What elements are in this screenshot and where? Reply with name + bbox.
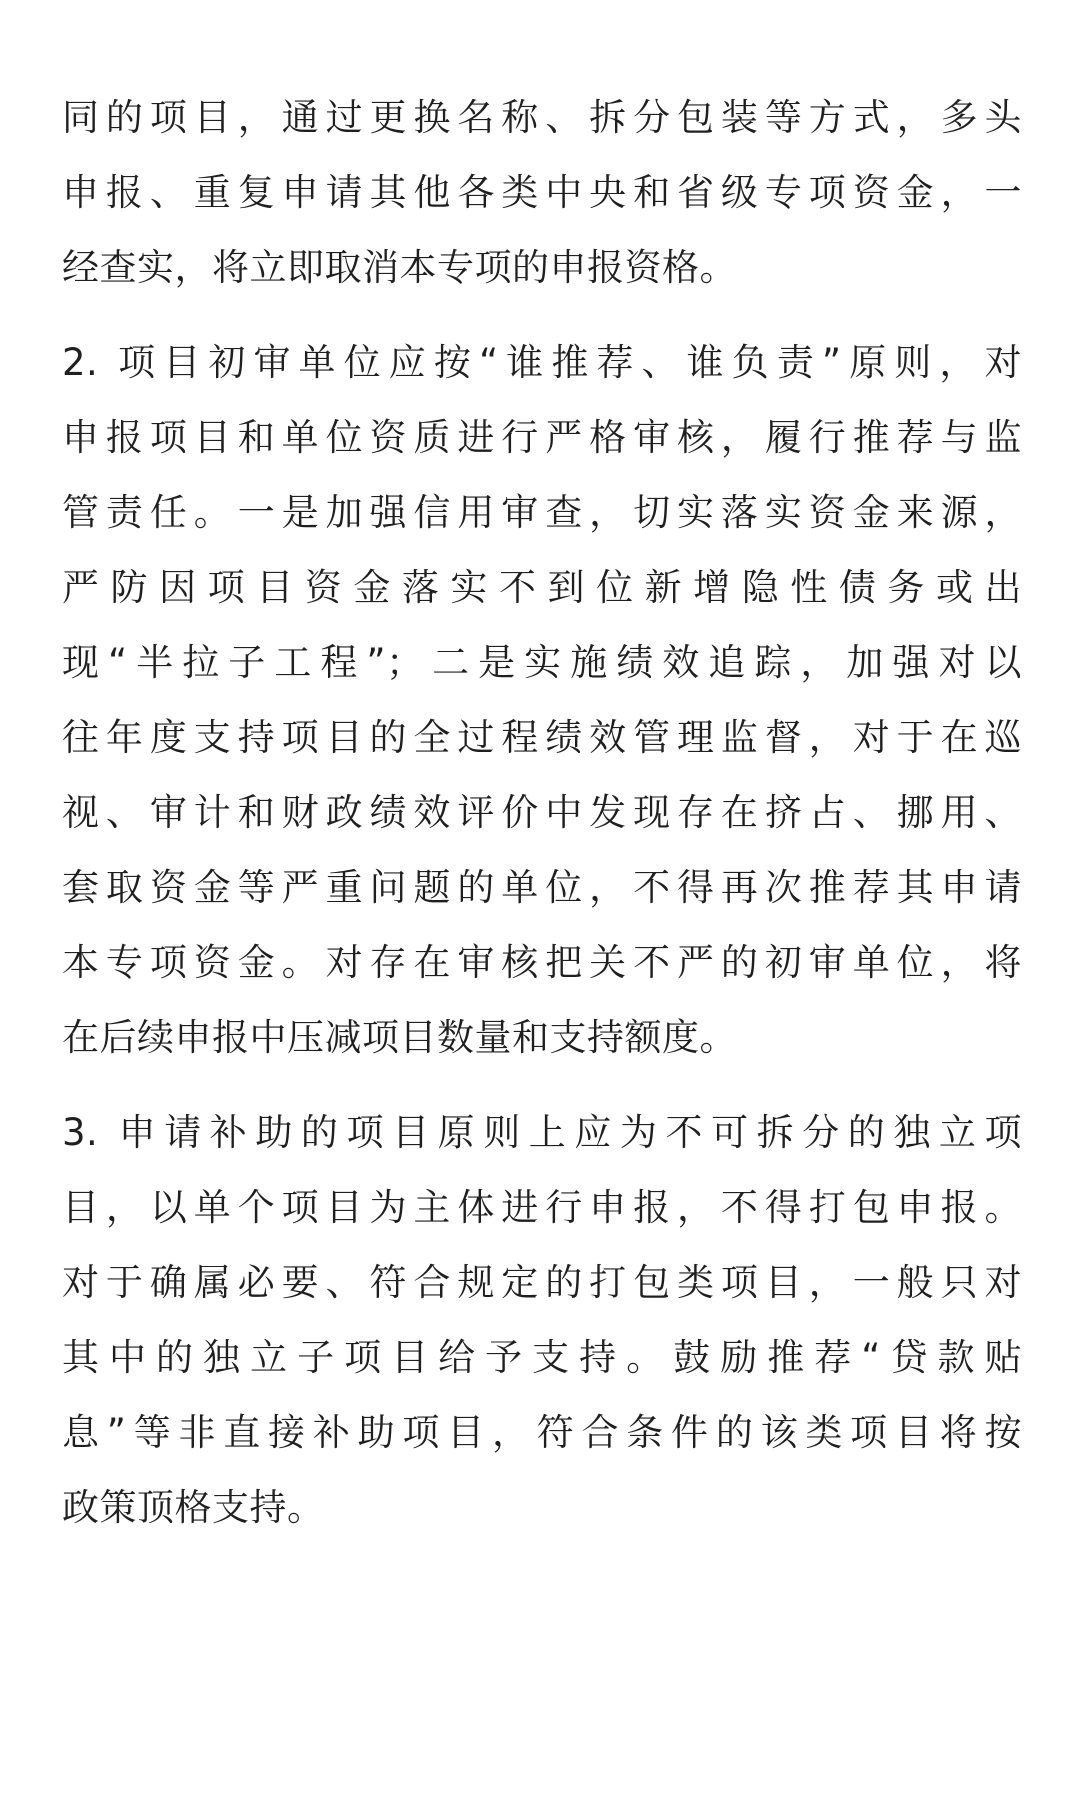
text-line: 管责任。一是加强信用审查，切实落实资金来源， bbox=[62, 491, 1022, 534]
paragraph-2 bbox=[62, 325, 1022, 1075]
paragraph-3 bbox=[62, 1095, 1022, 1545]
text-line: 政策顶格支持。 bbox=[62, 1486, 325, 1529]
text-line: 3. 申请补助的项目原则上应为不可拆分的独立项 bbox=[62, 1111, 1022, 1154]
text-line: 对于确属必要、符合规定的打包类项目，一般只对 bbox=[62, 1261, 1022, 1304]
text-line: 套取资金等严重问题的单位，不得再次推荐其申请 bbox=[62, 866, 1022, 909]
text-line: 经查实，将立即取消本专项的申报资格。 bbox=[62, 246, 737, 289]
text-line: 申报项目和单位资质进行严格审核，履行推荐与监 bbox=[62, 416, 1022, 459]
text-line: 息”等非直接补助项目，符合条件的该类项目将按 bbox=[62, 1411, 1022, 1454]
article-body bbox=[62, 80, 1022, 1545]
text-line: 往年度支持项目的全过程绩效管理监督，对于在巡 bbox=[62, 716, 1022, 759]
text-line: 视、审计和财政绩效评价中发现存在挤占、挪用、 bbox=[62, 791, 1022, 834]
text-line: 现“半拉子工程”；二是实施绩效追踪，加强对以 bbox=[62, 641, 1022, 684]
text-line: 严防因项目资金落实不到位新增隐性债务或出 bbox=[62, 566, 1022, 609]
text-line: 在后续申报中压减项目数量和支持额度。 bbox=[62, 1016, 737, 1059]
text-line: 申报、重复申请其他各类中央和省级专项资金，一 bbox=[62, 171, 1022, 214]
paragraph-1 bbox=[62, 80, 1022, 305]
text-line: 同的项目，通过更换名称、拆分包装等方式，多头 bbox=[62, 96, 1022, 139]
text-line: 其中的独立子项目给予支持。鼓励推荐“贷款贴 bbox=[62, 1336, 1022, 1379]
text-line: 本专项资金。对存在审核把关不严的初审单位，将 bbox=[62, 941, 1022, 984]
text-line: 2. 项目初审单位应按“谁推荐、谁负责”原则，对 bbox=[62, 341, 1022, 384]
text-line: 目，以单个项目为主体进行申报，不得打包申报。 bbox=[62, 1186, 1022, 1229]
